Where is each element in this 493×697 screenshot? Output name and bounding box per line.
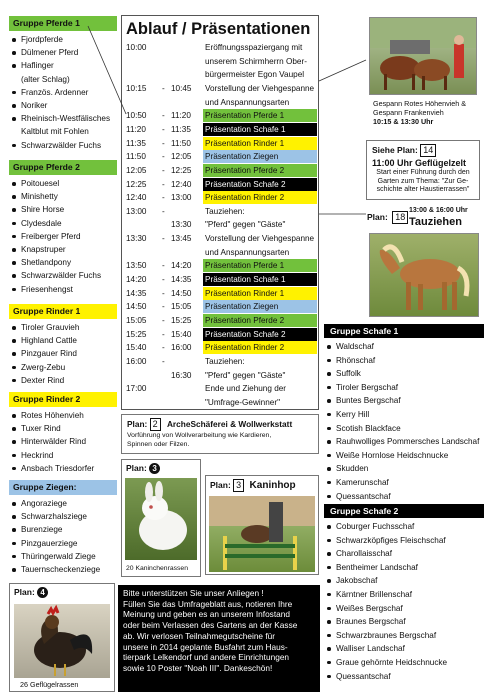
list-item: Buntes Bergschaf (324, 394, 484, 408)
list-item: Minishetty (9, 190, 117, 203)
start-time: 10:15 (126, 83, 147, 93)
plan-2-title: ArcheSchäferei & Wollwerkstatt (166, 419, 293, 429)
plan-2-label-row (127, 418, 313, 431)
list-item: Dexter Rind (9, 374, 117, 387)
list-item: Rheinisch-Westfälisches (9, 112, 117, 125)
list-item: Jakobschaf (324, 574, 484, 588)
end-time: 14:50 (171, 288, 192, 298)
notice-line: ab. Wir verlosen Teilnahmegutscheine für (123, 630, 276, 641)
event-label: Präsentation Ziegen (203, 300, 317, 313)
list-item: Scotish Blackface (324, 422, 484, 436)
group-heading: Gruppe Rinder 1 (9, 304, 117, 319)
list-item: Schwarzwälder Fuchs (9, 139, 117, 152)
plan-4-caption: 26 Geflügelrassen (20, 680, 79, 689)
list-item: Burenziege (9, 523, 117, 536)
event-label: Präsentation Schafe 2 (203, 178, 317, 191)
list-item: Highland Cattle (9, 334, 117, 347)
notice-line: Meinung und geben es an unserem Infostand (123, 609, 290, 620)
list-item: Graue gehörnte Heidschnucke (324, 656, 484, 670)
plan-number: 14 (420, 144, 436, 157)
notice-line: tierpark Lelkendorf und andere Einrichtungen (123, 652, 290, 663)
event-label: unserem Schirmherrn Ober- (205, 56, 307, 66)
list-item: Zwerg-Zebu (9, 361, 117, 374)
time-separator: - (162, 179, 165, 189)
list-item: Pinzgauerziege (9, 537, 117, 550)
end-time: 12:05 (171, 152, 192, 162)
plan-3-rabbit-box (121, 459, 201, 577)
plan-number: 18 (392, 211, 408, 224)
list-item: Walliser Landschaf (324, 642, 484, 656)
list-item: Braunes Bergschaf (324, 615, 484, 629)
start-time: 11:35 (126, 138, 146, 148)
start-time: 12:05 (126, 165, 147, 175)
list-item: Kamerunschaf (324, 476, 484, 490)
plan-number: 2 (150, 418, 161, 431)
list-item: Kärntner Brillenschaf (324, 588, 484, 602)
list-item: Haflinger (9, 59, 117, 72)
plan-number: 3 (233, 479, 244, 492)
notice-line: Füllen Sie das Umfrageblatt aus, notieren Ihre (123, 598, 293, 609)
end-time: 14:20 (171, 261, 192, 271)
group-schafe-1 (324, 324, 484, 503)
plan-14-box (366, 140, 480, 200)
list-item: Weiße Hornlose Heidschnucke (324, 449, 484, 463)
time-separator: - (162, 316, 165, 325)
rabbit-illustration (125, 478, 197, 560)
notice-line: Bitte unterstützen Sie unser Anliegen ! (123, 588, 264, 598)
event-label: und Anspannungsarten (205, 97, 290, 107)
list-item: Tuxer Rind (9, 422, 117, 435)
plan-label: Plan: (126, 463, 147, 473)
event-label: Eröffnungsspaziergang mit (205, 43, 303, 52)
list-item: Französ. Ardenner (9, 86, 117, 99)
plan-number: 3 (149, 463, 160, 474)
end-time: 13:45 (171, 234, 192, 244)
list-item: Schwarzköpfiges Fleischschaf (324, 534, 484, 548)
start-time: 12:40 (126, 193, 147, 203)
end-time: 15:05 (171, 302, 192, 312)
list-item: Friesenhengst (9, 283, 117, 296)
event-label: Tauziehen: (205, 206, 245, 216)
list-item: Kaltblut mit Fohlen (21, 127, 89, 137)
event-label: "Pferd" gegen "Gäste" (205, 220, 286, 230)
list-item: Skudden (324, 462, 484, 476)
list-item: Freiberger Pferd (9, 230, 117, 243)
plan-2-desc-1: Vorführung von Wollverarbeitung wie Kardieren, (127, 432, 272, 439)
group-heading: Gruppe Pferde 2 (9, 160, 117, 175)
list-item: Angoraziege (9, 497, 117, 510)
event-label: Präsentation Schafe 2 (203, 328, 317, 341)
time-separator: - (162, 275, 165, 285)
rabbit-photo (125, 478, 197, 560)
time-separator: - (162, 288, 165, 298)
time-separator: - (162, 234, 165, 244)
event-label: Präsentation Pferde 1 (203, 109, 317, 122)
start-time: 15:25 (126, 329, 147, 339)
list-item: Shire Horse (9, 203, 117, 216)
end-time: 16:00 (171, 343, 192, 353)
event-label: Tauziehen: (205, 356, 245, 366)
list-item: Thüringerwald Ziege (9, 550, 117, 563)
event-label: Vorstellung der Viehgespanne (205, 234, 315, 244)
list-item: Weißes Bergschaf (324, 602, 484, 616)
time-separator: - (162, 152, 165, 162)
end-time: 15:25 (171, 316, 192, 325)
group-list (324, 520, 484, 683)
list-item: Dülmener Pferd (9, 46, 117, 59)
list-item: Hinterwälder Rind (9, 435, 117, 448)
list-item: Heckrind (9, 449, 117, 462)
event-label: Präsentation Rinder 1 (203, 137, 317, 150)
plan-label: Plan: (14, 587, 35, 597)
plan-2-desc-2: Spinnen oder Filzen. (127, 441, 190, 448)
gespann-photo (369, 17, 477, 95)
plan-label: Plan: (127, 419, 148, 429)
start-time: 14:20 (126, 275, 147, 285)
start-time: 13:30 (126, 234, 147, 244)
event-label: Präsentation Rinder 2 (203, 341, 317, 354)
event-label: Präsentation Schafe 1 (203, 273, 317, 286)
plan-18-header (367, 207, 481, 228)
list-item: Schwarzhalsziege (9, 510, 117, 523)
group-schafe-2 (324, 504, 484, 683)
event-label: Ende und Ziehung der (205, 384, 287, 394)
end-time: 12:40 (171, 179, 192, 189)
notice-line: sowie 10 Poster "Noah III". Dankeschön! (123, 662, 273, 673)
plan-number: 4 (37, 587, 48, 598)
event-label: Präsentation Pferde 2 (203, 164, 317, 177)
list-item: Coburger Fuchsschaf (324, 520, 484, 534)
list-item: Fjordpferde (9, 33, 117, 46)
kaninhop-title: Kaninhop (249, 480, 296, 491)
event-label: und Anspannungsarten (205, 247, 290, 257)
time-separator: - (162, 124, 165, 134)
notice-line: unsere in 2014 geplante Busfahrt zum Haus- (123, 641, 288, 652)
start-time: 11:20 (126, 124, 146, 134)
list-item: Rauhwolliges Pommersches Landschaf (324, 435, 484, 449)
group-heading: Gruppe Pferde 1 (9, 16, 117, 31)
start-time: 13:00 (126, 206, 147, 216)
horse-photo (369, 233, 479, 317)
event-label: bürgermeister Egon Vaupel (205, 70, 305, 80)
end-time: 13:00 (171, 193, 192, 203)
event-label: Präsentation Rinder 1 (203, 287, 317, 300)
list-item: Noriker (9, 99, 117, 112)
plan-18-title: Tauziehen (409, 216, 462, 228)
plan-3-label-row (122, 460, 200, 477)
group-list (324, 340, 484, 503)
time-separator: - (162, 83, 165, 93)
kaninhop-photo (209, 496, 315, 572)
end-time: 11:50 (171, 138, 191, 148)
start-time: 12:25 (126, 179, 147, 189)
plan-2-box (121, 414, 319, 454)
start-time: 14:35 (126, 288, 147, 298)
list-item: Ansbach Triesdorfer (9, 462, 117, 475)
kaninhop-label-row (206, 476, 318, 495)
list-item: Schwarzwälder Fuchs (9, 269, 117, 282)
plan-label: Siehe Plan: (372, 145, 418, 155)
list-item: Tauernscheckenziege (9, 563, 117, 576)
plan-14-desc-2: Garten zum Thema: "Zur Ge- (377, 177, 469, 185)
list-item: Kerry Hill (324, 408, 484, 422)
start-time: 15:05 (126, 316, 147, 325)
list-item: Shetlandpony (9, 256, 117, 269)
end-time: 15:40 (171, 329, 192, 339)
horse-illustration (370, 234, 479, 317)
list-item: Schwarzbraunes Bergschaf (324, 629, 484, 643)
start-time: 10:00 (126, 43, 147, 52)
list-item: Tiroler Bergschaf (324, 381, 484, 395)
group-heading: Gruppe Ziegen: (9, 480, 117, 495)
start-time: 11:50 (126, 152, 146, 162)
start-time: 15:40 (126, 343, 147, 353)
event-label: Präsentation Ziegen (203, 150, 317, 163)
list-item: Tiroler Grauvieh (9, 321, 117, 334)
kaninhop-illustration (209, 496, 315, 572)
time-separator: - (162, 329, 165, 339)
list-item: Charollaisschaf (324, 547, 484, 561)
time-separator: - (162, 302, 165, 312)
plan-label: Plan: (367, 212, 388, 222)
start-time: 16:00 (126, 356, 147, 366)
gespann-caption-1: Gespann Rotes Höhenvieh & (373, 99, 467, 108)
list-item: Suffolk (324, 367, 484, 381)
time-separator: - (162, 193, 165, 203)
group-heading: Gruppe Schafe 2 (324, 504, 484, 518)
list-item: Poitouesel (9, 177, 117, 190)
list-item: Quessantschaf (324, 670, 484, 684)
end-time: 11:20 (171, 111, 191, 121)
list-item: Bentheimer Landschaf (324, 561, 484, 575)
kaninhop-box (205, 475, 319, 575)
plan-14-desc-3: schichte alter Haustierrassen" (376, 186, 470, 193)
list-item: Clydesdale (9, 217, 117, 230)
end-time: 12:25 (171, 165, 192, 175)
notice-box (118, 585, 320, 692)
start-time: 14:50 (126, 302, 147, 312)
event-label: Präsentation Rinder 2 (203, 191, 317, 204)
time-separator: - (162, 111, 165, 121)
time-separator: - (162, 343, 165, 353)
event-label: Vorstellung der Viehgespanne (205, 83, 315, 93)
start-time: 17:00 (126, 384, 147, 394)
list-item: Waldschaf (324, 340, 484, 354)
time-separator: - (162, 356, 165, 366)
plan-14-title: 11:00 Uhr Geflügelzelt (372, 158, 467, 168)
group-heading: Gruppe Schafe 1 (324, 324, 484, 338)
event-label: Präsentation Pferde 2 (203, 314, 317, 327)
end-time: 13:30 (171, 220, 192, 230)
list-item: Rotes Höhenvieh (9, 409, 117, 422)
plan-14-desc-1: Start einer Führung durch den (376, 169, 470, 176)
time-separator: - (162, 138, 165, 148)
list-item: (alter Schlag) (21, 74, 70, 84)
plan-3-caption: 20 Kaninchenrassen (126, 565, 188, 572)
end-time: 16:30 (171, 370, 192, 380)
list-item: Quessantschaf (324, 490, 484, 504)
time-separator: - (162, 261, 165, 271)
start-time: 13:50 (126, 261, 147, 271)
time-separator: - (162, 206, 165, 216)
plan-18-times: 13:00 & 16:00 Uhr (409, 207, 468, 214)
event-label: "Umfrage-Gewinner" (205, 397, 280, 407)
end-time: 11:35 (171, 124, 191, 134)
start-time: 10:50 (126, 111, 147, 121)
gespann-caption-3: 10:15 & 13:30 Uhr (373, 117, 434, 126)
group-heading: Gruppe Rinder 2 (9, 392, 117, 407)
schedule-title: Ablauf / Präsentationen (126, 20, 311, 38)
cattle-team-illustration (370, 18, 477, 95)
end-time: 14:35 (171, 275, 192, 285)
notice-line: oder beim Verlassen des Gartens an der Kasse (123, 620, 298, 631)
event-label: Präsentation Pferde 1 (203, 259, 317, 272)
event-label: "Pferd" gegen "Gäste" (205, 370, 286, 380)
list-item: Knapstruper (9, 243, 117, 256)
list-item: Pinzgauer Rind (9, 347, 117, 360)
time-separator: - (162, 165, 165, 175)
gespann-caption-2: Gespann Frankenvieh (373, 108, 444, 117)
plan-label: Plan: (210, 480, 231, 490)
plan-14-label-row (372, 144, 474, 157)
event-label: Präsentation Schafe 1 (203, 123, 317, 136)
list-item: Rhönschaf (324, 354, 484, 368)
end-time: 10:45 (171, 83, 192, 93)
